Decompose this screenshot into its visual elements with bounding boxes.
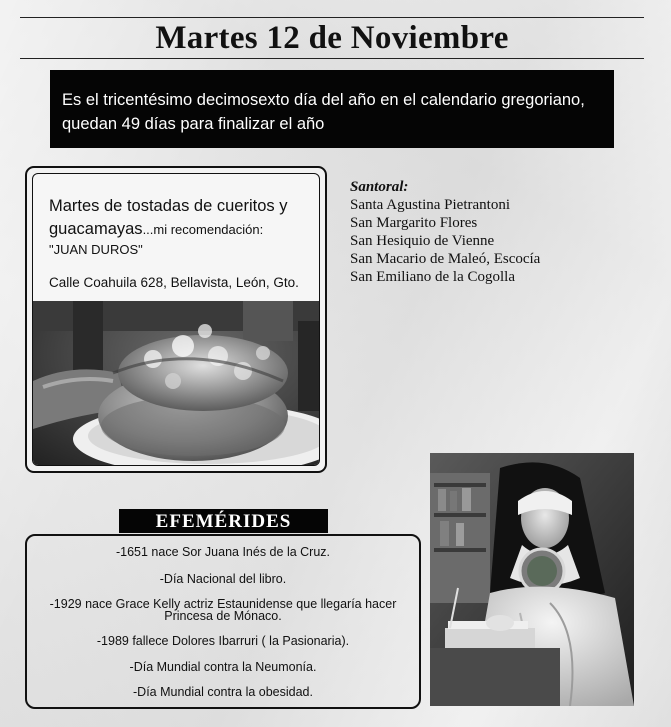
intro-line-1: Es el tricentésimo decimosexto día del año en el calendario gregoriano, bbox=[62, 91, 585, 109]
efemeride-item: -1651 nace Sor Juana Inés de la Cruz. bbox=[115, 545, 331, 559]
efemeride-item: -1929 nace Grace Kelly actriz Estaunidense que llegaría hacer bbox=[49, 597, 397, 611]
saint-item: San Emiliano de la Cogolla bbox=[350, 269, 515, 285]
title-underline bbox=[20, 58, 644, 59]
page-title: Martes 12 de Noviembre bbox=[155, 20, 509, 56]
recommendation-dish: guacamayas bbox=[49, 220, 143, 238]
intro-line-2: quedan 49 días para finalizar el año bbox=[62, 115, 325, 133]
saint-item: San Macario de Maleó, Escocía bbox=[350, 251, 541, 267]
recommendation-card-inner bbox=[32, 173, 320, 466]
santoral-section bbox=[350, 178, 540, 286]
efemeride-item: Princesa de Mónaco. bbox=[164, 609, 282, 623]
sor-juana-portrait bbox=[430, 453, 634, 706]
recommendation-card bbox=[25, 166, 327, 473]
efemeride-item: -Día Mundial contra la obesidad. bbox=[133, 685, 313, 699]
efemeride-item: -1989 fallece Dolores Ibarruri ( la Pasionaria). bbox=[96, 634, 350, 648]
recommendation-note: ...mi recomendación: bbox=[142, 222, 264, 237]
recommendation-line-2 bbox=[49, 217, 263, 242]
recommendation-line-1: Martes de tostadas de cueritos y bbox=[49, 197, 288, 215]
top-rule bbox=[20, 17, 644, 18]
efemerides-box bbox=[25, 534, 421, 709]
saint-item: Santa Agustina Pietrantoni bbox=[350, 197, 510, 213]
efemeride-item: -Día Nacional del libro. bbox=[159, 572, 287, 586]
efemerides-heading: EFEMÉRIDES bbox=[119, 509, 328, 533]
santoral-heading: Santoral: bbox=[350, 179, 409, 195]
restaurant-name: "JUAN DUROS" bbox=[49, 242, 143, 257]
food-photo bbox=[33, 301, 320, 466]
restaurant-address: Calle Coahuila 628, Bellavista, León, Gto. bbox=[49, 275, 299, 290]
efemeride-item: -Día Mundial contra la Neumonía. bbox=[129, 660, 317, 674]
saint-item: San Margarito Flores bbox=[350, 215, 478, 231]
intro-banner bbox=[50, 70, 614, 148]
saint-item: San Hesiquio de Vienne bbox=[350, 233, 495, 249]
